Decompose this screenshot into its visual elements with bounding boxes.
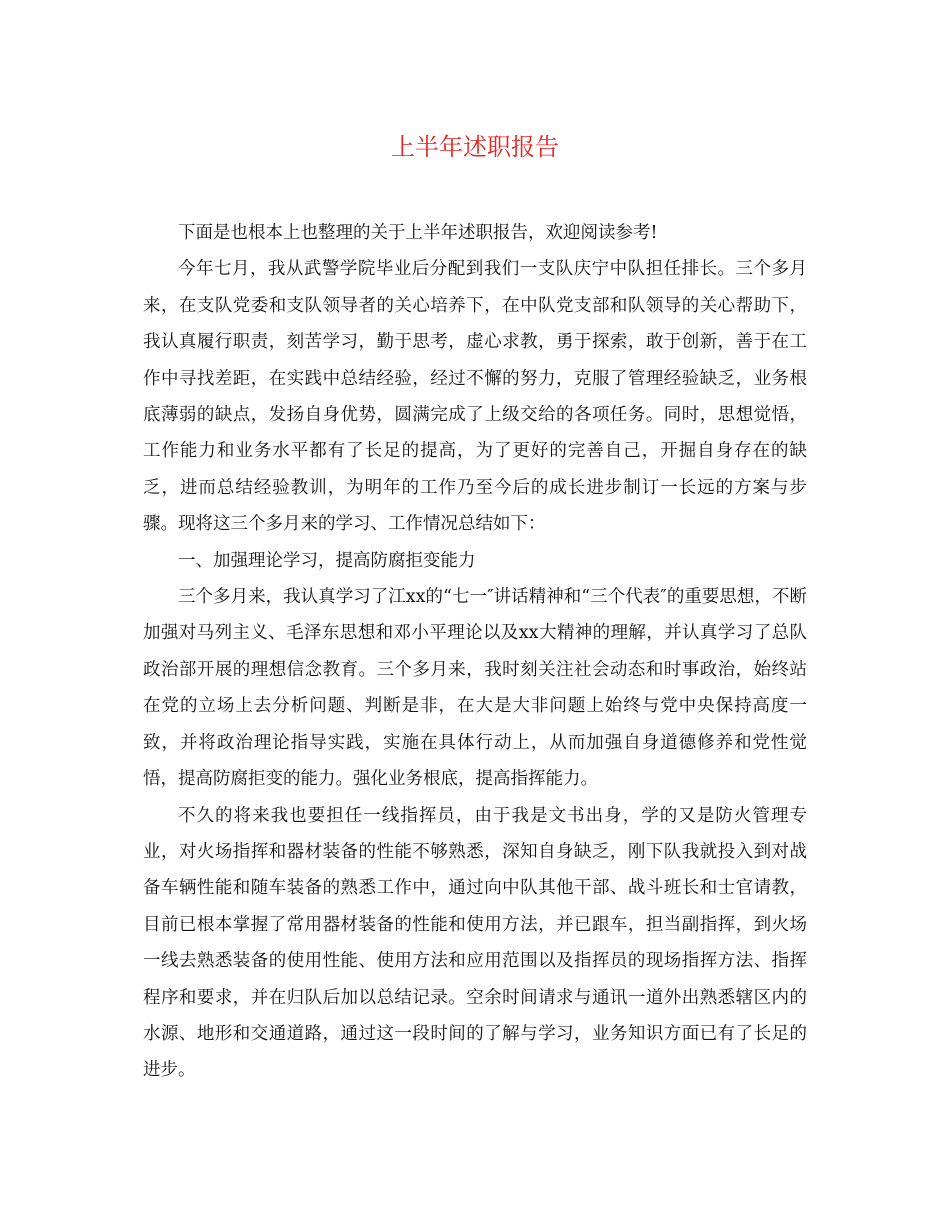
theory-paragraph: 三个多月来，我认真学习了江xx的“七一″讲话精神和“三个代表″的重要思想，不断加强对马列主义、毛泽东思想和邓小平理论以及xx大精神的理解，并认真学习了总队政治部开展的理想信念教育。三个多月来，我时刻关注社会动态和时事政治，始终站在党的立场上去分析问题、判断是非，在大是大非问题上始终与党中央保持高度一致，并将政治理论指导实践，实施在具体行动上，从而加强自身道德修养和党性觉悟，提高防腐拒变的能力。强化业务根底，提高指挥能力。 (143, 587, 807, 790)
document-title: 上半年述职报告 (391, 133, 559, 161)
section-heading: 一、加强理论学习，提高防腐拒变能力 (178, 550, 476, 571)
command-paragraph: 不久的将来我也要担任一线指挥员，由于我是文书出身，学的又是防火管理专业，对火场指挥和器材装备的性能不够熟悉，深知自身缺乏，刚下队我就投入到对战备车辆性能和随车装备的熟悉工作中，通过向中队其他干部、战斗班长和士官请教，目前已根本掌握了常用器材装备的性能和使用方法，并已跟车，担当副指挥，到火场一线去熟悉装备的使用性能、使用方法和应用范围以及指挥员的现场指挥方法、指挥程序和要求，并在归队后加以总结记录。空余时间请求与通讯一道外出熟悉辖区内的水源、地形和交通道路，通过这一段时间的了解与学习，业务知识方面已有了长足的进步。 (143, 805, 807, 1081)
intro-paragraph: 下面是也根本上也整理的关于上半年述职报告，欢迎阅读参考! (178, 223, 658, 243)
document-body (143, 215, 807, 1089)
summary-paragraph: 今年七月，我从武警学院毕业后分配到我们一支队庆宁中队担任排长。三个多月来，在支队党委和支队领导者的关心培养下，在中队党支部和队领导的关心帮助下，我认真履行职责，刻苦学习，勤于思考，虚心求教，勇于探索，敢于创新，善于在工作中寻找差距，在实践中总结经验，经过不懈的努力，克服了管理经验缺乏，业务根底薄弱的缺点，发扬自身优势，圆满完成了上级交给的各项任务。同时，思想觉悟，工作能力和业务水平都有了长足的提高，为了更好的完善自己，开掘自身存在的缺乏，进而总结经验教训，为明年的工作乃至今后的成长进步制订一长远的方案与步骤。现将这三个多月来的学习、工作情况总结如下： (143, 259, 807, 535)
